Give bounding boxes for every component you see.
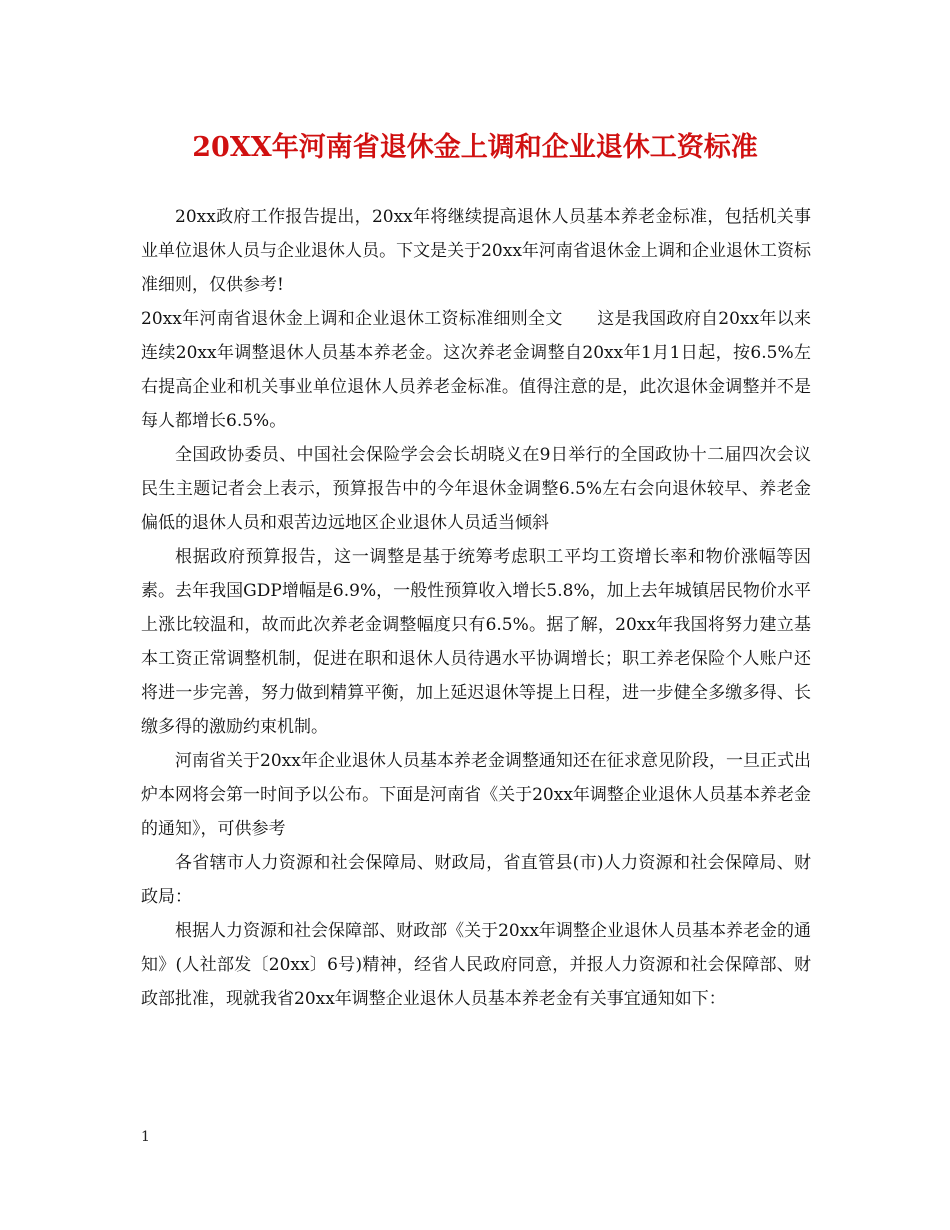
page-number: 1 [141,1129,150,1145]
document-title: 20XX年河南省退休金上调和企业退休工资标准 [192,132,758,163]
paragraph-4: 根据政府预算报告，这一调整是基于统筹考虑职工平均工资增长率和物价涨幅等因素。去年我国GDP增幅是6.9%，一般性预算收入增长5.8%，加上去年城镇居民物价水平上涨比较温和，故而此次养老金调整幅度只有6.5%。据了解，20xx年我国将努力建立基本工资正常调整机制，促进在职和退休人员待遇水平协调增长；职工养老保险个人账户还将进一步完善，努力做到精算平衡，加上延迟退休等提上日程，进一步健全多缴多得、长缴多得的激励约束机制。 [141,547,811,737]
paragraph-7: 根据人力资源和社会保障部、财政部《关于20xx年调整企业退休人员基本养老金的通知》(人社部发〔20xx〕6号)精神，经省人民政府同意，并报人力资源和社会保障部、财政部批准，现就我省20xx年调整企业退休人员基本养老金有关事宜通知如下： [141,921,811,1009]
paragraph-5: 河南省关于20xx年企业退休人员基本养老金调整通知还在征求意见阶段，一旦正式出炉本网将会第一时间予以公布。下面是河南省《关于20xx年调整企业退休人员基本养老金的通知》，可供参考 [141,751,811,839]
document-body [141,200,811,1016]
paragraph-3: 全国政协委员、中国社会保险学会会长胡晓义在9日举行的全国政协十二届四次会议民生主题记者会上表示，预算报告中的今年退休金调整6.5%左右会向退休较早、养老金偏低的退休人员和艰苦边远地区企业退休人员适当倾斜 [141,445,811,533]
paragraph-6: 各省辖市人力资源和社会保障局、财政局，省直管县(市)人力资源和社会保障局、财政局： [141,853,811,907]
paragraph-1: 20xx政府工作报告提出，20xx年将继续提高退休人员基本养老金标准，包括机关事业单位退休人员与企业退休人员。下文是关于20xx年河南省退休金上调和企业退休工资标准细则，仅供参考! [141,207,811,295]
paragraph-2: 20xx年河南省退休金上调和企业退休工资标准细则全文 这是我国政府自20xx年以来连续20xx年调整退休人员基本养老金。这次养老金调整自20xx年1月1日起，按6.5%左右提高企业和机关事业单位退休人员养老金标准。值得注意的是，此次退休金调整并不是每人都增长6.5%。 [141,309,811,431]
